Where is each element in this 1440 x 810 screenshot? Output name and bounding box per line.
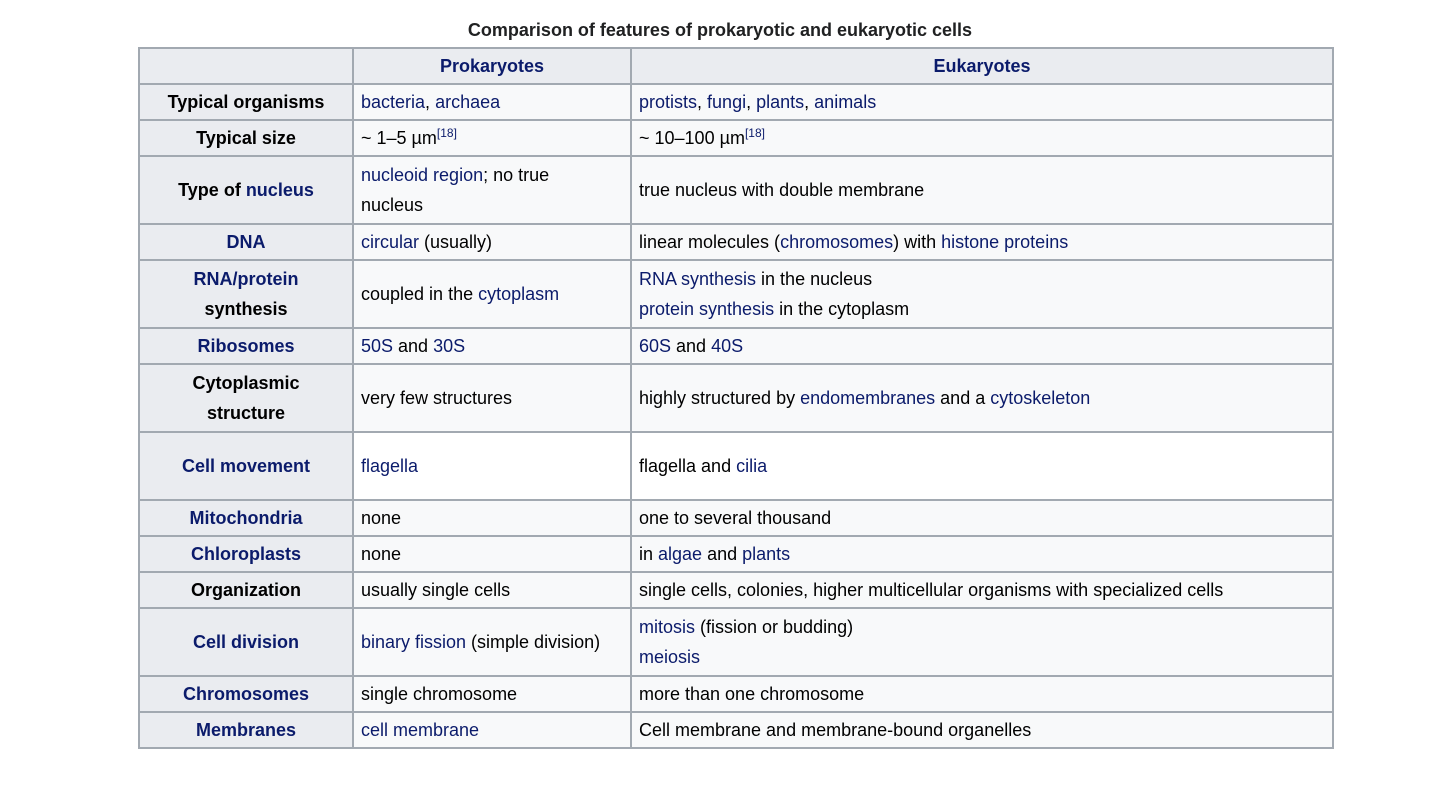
wiki-link[interactable]: nucleus: [245, 180, 314, 200]
eukaryote-cell: [631, 536, 1333, 572]
eukaryote-cell: [631, 500, 1333, 536]
wiki-link[interactable]: animals: [814, 92, 877, 112]
wiki-link[interactable]: mitosis: [639, 617, 696, 637]
cell-text: Organization: [190, 580, 301, 600]
wiki-link[interactable]: bacteria: [361, 92, 426, 112]
eukaryote-cell: [631, 224, 1333, 260]
cell-text: ) with: [893, 232, 942, 252]
feature-cell: [139, 572, 353, 608]
wiki-link[interactable]: protein synthesis: [639, 299, 775, 319]
feature-label: Typical organisms: [167, 92, 325, 112]
feature-label: Typical size: [196, 128, 296, 148]
wiki-link[interactable]: circular: [361, 232, 420, 252]
cell-text: nucleus: [361, 195, 424, 215]
eukaryote-cell: [631, 432, 1333, 500]
wiki-link[interactable]: Mitochondria: [189, 508, 303, 528]
prokaryote-cell: [353, 608, 631, 676]
prokaryote-cell: [353, 572, 631, 608]
wiki-link[interactable]: cell membrane: [361, 720, 480, 740]
feature-cell: [139, 260, 353, 328]
cell-text: structure: [206, 403, 286, 423]
table-row: [139, 364, 1333, 432]
header-row: [139, 48, 1333, 84]
reference-link[interactable]: [18]: [744, 126, 765, 140]
wiki-link[interactable]: cytoplasm: [478, 284, 560, 304]
wiki-link[interactable]: archaea: [435, 92, 501, 112]
eukaryote-cell: [631, 608, 1333, 676]
cell-text: in the nucleus: [756, 269, 873, 289]
wiki-link[interactable]: 50S: [361, 336, 394, 356]
table-row: [139, 712, 1333, 748]
wiki-link[interactable]: cilia: [736, 456, 768, 476]
feature-cell: [139, 120, 353, 156]
cell-text: ~ 10–100 µm: [639, 128, 745, 148]
feature-cell: [139, 712, 353, 748]
cell-text: linear molecules (: [639, 232, 781, 252]
cell-text: in: [639, 544, 659, 564]
prokaryote-cell: [353, 84, 631, 120]
wiki-link[interactable]: meiosis: [639, 647, 701, 667]
table-row: [139, 260, 1333, 328]
wiki-link[interactable]: histone proteins: [941, 232, 1069, 252]
prokaryote-cell: [353, 500, 631, 536]
feature-cell: [139, 224, 353, 260]
prokaryote-cell: [353, 432, 631, 500]
wiki-link[interactable]: chromosomes: [780, 232, 894, 252]
wiki-link[interactable]: 60S: [639, 336, 672, 356]
cell-text: and a: [935, 388, 991, 408]
cell-text: Cell membrane and membrane-bound organelles: [639, 720, 1032, 740]
eukaryotes-header[interactable]: Eukaryotes: [631, 48, 1333, 84]
wiki-link[interactable]: algae: [658, 544, 703, 564]
table-row: [139, 572, 1333, 608]
table-row: [139, 676, 1333, 712]
cell-text: single chromosome: [361, 684, 518, 704]
wiki-link[interactable]: endomembranes: [800, 388, 936, 408]
cell-text: ,: [697, 92, 708, 112]
eukaryote-cell: [631, 120, 1333, 156]
wiki-link[interactable]: DNA: [226, 232, 266, 252]
wiki-link[interactable]: RNA/protein: [193, 269, 299, 289]
cell-text: synthesis: [204, 299, 288, 319]
table-row: [139, 608, 1333, 676]
eukaryote-cell: [631, 676, 1333, 712]
cell-text: ; no true: [483, 165, 550, 185]
prokaryote-cell: [353, 676, 631, 712]
corner-header: [139, 48, 353, 84]
prokaryote-cell: [353, 364, 631, 432]
eukaryote-cell: [631, 84, 1333, 120]
wiki-link[interactable]: 30S: [433, 336, 466, 356]
cell-text: single cells, colonies, higher multicellular organisms with specialized cells: [639, 580, 1224, 600]
cell-text: and: [702, 544, 743, 564]
cell-text: coupled in the: [361, 284, 479, 304]
table-row: [139, 156, 1333, 224]
table-row: [139, 536, 1333, 572]
cell-text: in the cytoplasm: [774, 299, 910, 319]
feature-cell: [139, 328, 353, 364]
eukaryote-cell: [631, 572, 1333, 608]
table-row: [139, 500, 1333, 536]
wiki-link[interactable]: 40S: [711, 336, 744, 356]
wiki-link[interactable]: RNA synthesis: [639, 269, 757, 289]
comparison-table: [138, 47, 1334, 749]
wiki-link[interactable]: Chromosomes: [182, 684, 310, 704]
wiki-link[interactable]: flagella: [361, 456, 419, 476]
feature-cell: [139, 608, 353, 676]
prokaryote-cell: [353, 712, 631, 748]
eukaryote-cell: [631, 156, 1333, 224]
cell-text: Type of: [178, 180, 246, 200]
wiki-link[interactable]: fungi: [707, 92, 747, 112]
wiki-link[interactable]: binary fission: [361, 632, 467, 652]
reference-link[interactable]: [18]: [436, 126, 457, 140]
table-row: [139, 432, 1333, 500]
prokaryote-cell: [353, 224, 631, 260]
cell-text: and: [671, 336, 712, 356]
cell-text: none: [361, 544, 402, 564]
feature-cell: [139, 156, 353, 224]
eukaryote-cell: [631, 328, 1333, 364]
feature-cell: [139, 676, 353, 712]
wiki-link[interactable]: plants: [742, 544, 791, 564]
table-row: [139, 224, 1333, 260]
table-row: [139, 84, 1333, 120]
cell-text: and: [393, 336, 434, 356]
cell-text: (usually): [419, 232, 493, 252]
cell-text: flagella and: [639, 456, 737, 476]
wiki-link[interactable]: Cell movement: [181, 456, 311, 476]
wiki-link[interactable]: protists: [639, 92, 698, 112]
wiki-link[interactable]: plants: [756, 92, 805, 112]
wiki-link[interactable]: Chloroplasts: [190, 544, 301, 564]
prokaryotes-header[interactable]: Prokaryotes: [353, 48, 631, 84]
eukaryote-cell: [631, 364, 1333, 432]
cell-text: ,: [746, 92, 757, 112]
feature-cell: [139, 500, 353, 536]
cell-text: one to several thousand: [639, 508, 832, 528]
feature-cell: [139, 84, 353, 120]
wiki-link[interactable]: cytoskeleton: [990, 388, 1091, 408]
cell-text: Cytoplasmic: [192, 373, 300, 393]
cell-text: highly structured by: [639, 388, 801, 408]
table-row: [139, 328, 1333, 364]
prokaryote-cell: [353, 120, 631, 156]
eukaryote-cell: [631, 712, 1333, 748]
cell-text: usually single cells: [361, 580, 511, 600]
wiki-link[interactable]: Ribosomes: [197, 336, 295, 356]
cell-text: true nucleus with double membrane: [639, 180, 925, 200]
feature-cell: [139, 536, 353, 572]
wiki-link[interactable]: Cell division: [192, 632, 300, 652]
cell-text: none: [361, 508, 402, 528]
prokaryote-cell: [353, 328, 631, 364]
wiki-link[interactable]: nucleoid region: [361, 165, 484, 185]
cell-text: more than one chromosome: [639, 684, 865, 704]
eukaryote-cell: [631, 260, 1333, 328]
feature-cell: [139, 432, 353, 500]
cell-text: (fission or budding): [695, 617, 854, 637]
cell-text: ,: [804, 92, 815, 112]
cell-text: (simple division): [466, 632, 601, 652]
table-row: [139, 120, 1333, 156]
prokaryote-cell: [353, 260, 631, 328]
prokaryote-cell: [353, 156, 631, 224]
feature-cell: [139, 364, 353, 432]
cell-text: ~ 1–5 µm: [361, 128, 437, 148]
cell-text: ,: [425, 92, 436, 112]
table-caption: Comparison of features of prokaryotic and eukaryotic cells: [467, 20, 973, 40]
wiki-link[interactable]: Membranes: [195, 720, 297, 740]
prokaryote-cell: [353, 536, 631, 572]
cell-text: very few structures: [361, 388, 513, 408]
